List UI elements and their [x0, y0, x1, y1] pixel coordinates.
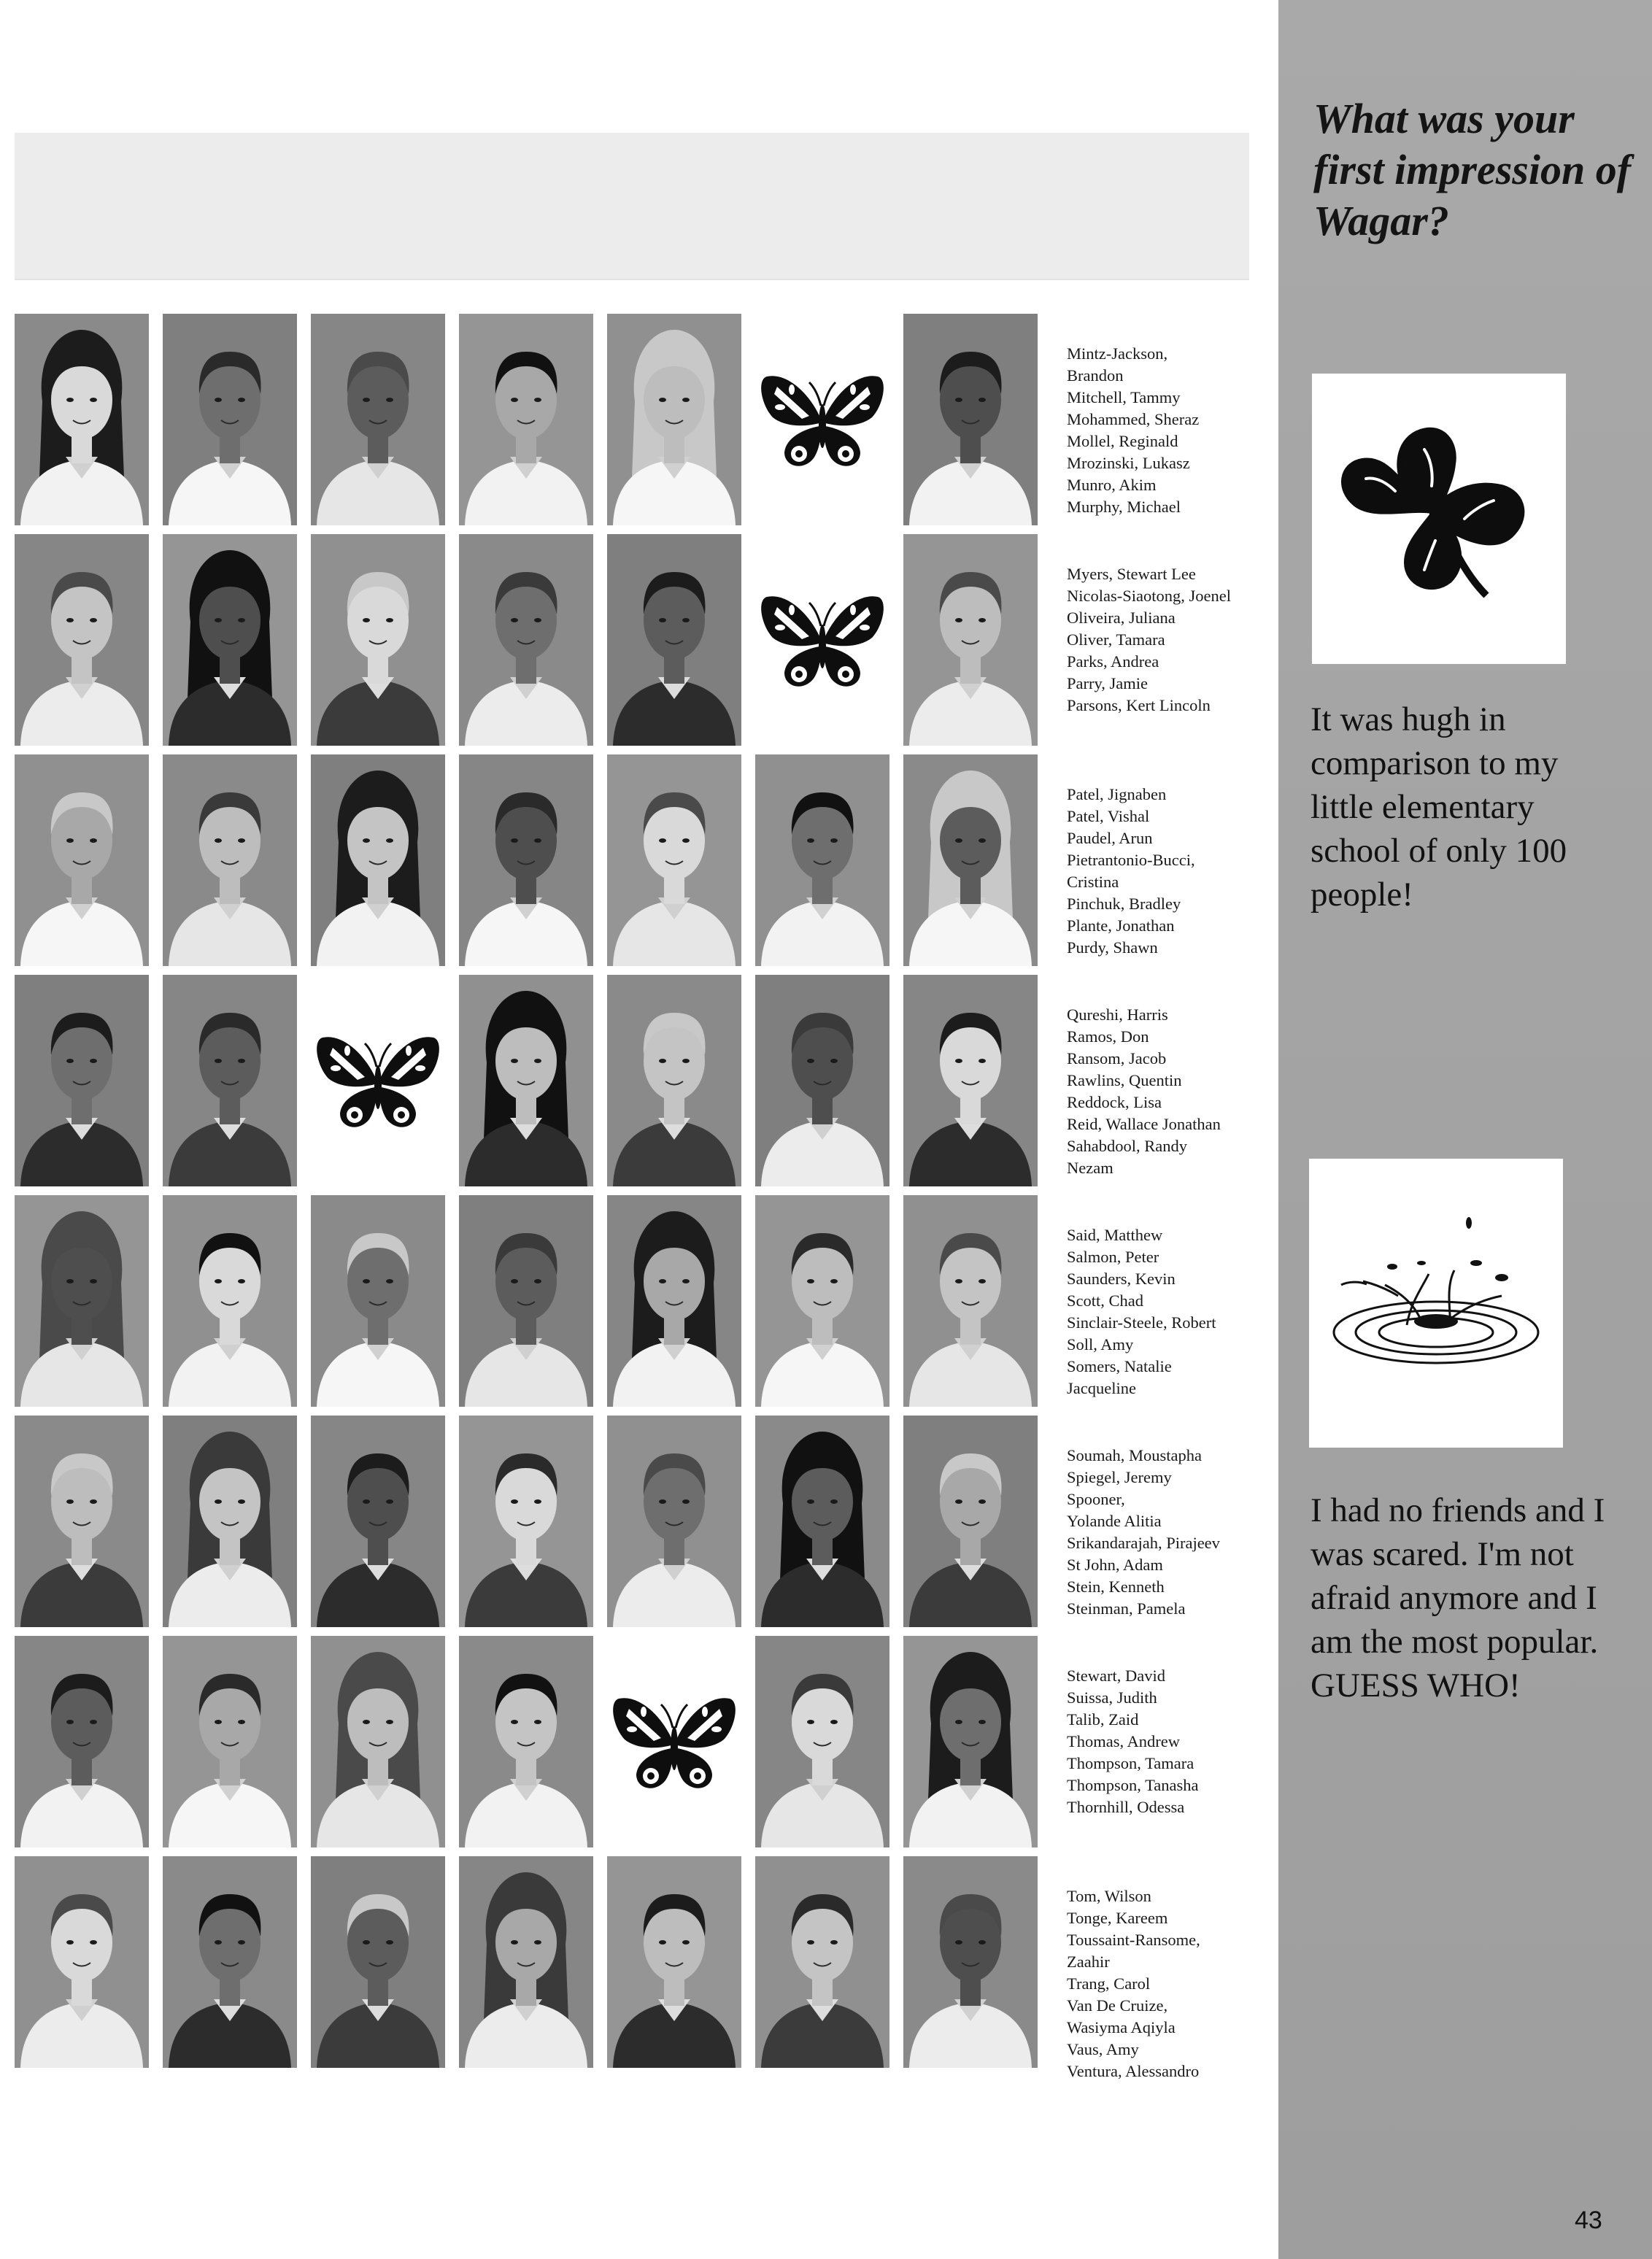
student-name: Reddock, Lisa	[1067, 1093, 1162, 1111]
student-name: Ventura, Alessandro	[1067, 2062, 1200, 2080]
student-portrait	[459, 1856, 593, 2068]
name-list	[1067, 1004, 1278, 1179]
student-portrait	[15, 754, 149, 966]
student-portrait	[903, 314, 1038, 525]
student-portrait	[903, 534, 1038, 746]
student-name: Saunders, Kevin	[1067, 1270, 1176, 1288]
student-portrait	[755, 1416, 889, 1627]
student-name: Tom, Wilson	[1067, 1887, 1151, 1905]
student-name: Purdy, Shawn	[1067, 938, 1158, 957]
student-portrait	[15, 1856, 149, 2068]
student-portrait	[903, 1856, 1038, 2068]
student-name: Wasiyma Aqiyla	[1067, 2018, 1176, 2036]
student-name: Parry, Jamie	[1067, 674, 1149, 692]
student-name: Patel, Jignaben	[1067, 785, 1167, 803]
student-name: Thomas, Andrew	[1067, 1732, 1180, 1750]
photo-grid	[15, 314, 1048, 2068]
student-portrait	[163, 1195, 297, 1407]
butterfly-icon	[314, 1026, 442, 1135]
student-name: Reid, Wallace Jonathan	[1067, 1115, 1221, 1133]
student-name: Thompson, Tamara	[1067, 1754, 1194, 1772]
name-list	[1067, 1224, 1278, 1399]
student-portrait	[311, 1636, 445, 1847]
student-portrait	[755, 1195, 889, 1407]
student-portrait	[903, 754, 1038, 966]
student-portrait	[15, 534, 149, 746]
student-name: Toussaint-Ransome,	[1067, 1931, 1200, 1949]
student-name: Oliveira, Juliana	[1067, 609, 1176, 627]
student-name: Parks, Andrea	[1067, 652, 1159, 671]
butterfly-icon	[610, 1687, 738, 1796]
student-name: Ramos, Don	[1067, 1027, 1149, 1046]
student-portrait	[607, 314, 741, 525]
student-portrait	[163, 1856, 297, 2068]
student-portrait	[903, 975, 1038, 1186]
name-list	[1067, 784, 1278, 959]
student-name: Thompson, Tanasha	[1067, 1776, 1199, 1794]
student-name: Spooner,	[1067, 1490, 1125, 1508]
student-name: Vaus, Amy	[1067, 2040, 1139, 2058]
student-name: Pietrantonio-Bucci,	[1067, 851, 1195, 869]
page-number: 43	[1575, 2206, 1602, 2234]
header-band	[15, 133, 1249, 280]
student-name: Paudel, Arun	[1067, 829, 1153, 847]
student-name: Stein, Kenneth	[1067, 1578, 1165, 1596]
student-name: Parsons, Kert Lincoln	[1067, 696, 1211, 714]
splash-clipart-box	[1309, 1159, 1563, 1448]
sidebar-panel	[1278, 0, 1652, 2259]
sidebar-quote-2: I had no friends and I was scared. I'm not afraid anymore and I am the most popular. GUESS WHO!	[1311, 1491, 1605, 1704]
student-portrait	[607, 975, 741, 1186]
student-name: Said, Matthew	[1067, 1226, 1163, 1244]
student-portrait	[459, 534, 593, 746]
student-name: Tonge, Kareem	[1067, 1909, 1168, 1927]
student-name: Nezam	[1067, 1159, 1113, 1177]
student-name: Plante, Jonathan	[1067, 916, 1175, 935]
student-name: Soll, Amy	[1067, 1335, 1134, 1354]
student-name: Munro, Akim	[1067, 476, 1157, 494]
student-portrait	[903, 1636, 1038, 1847]
student-portrait	[163, 975, 297, 1186]
student-name: Suissa, Judith	[1067, 1688, 1157, 1707]
student-name: Patel, Vishal	[1067, 807, 1150, 825]
student-name: Myers, Stewart Lee	[1067, 565, 1196, 583]
butterfly-icon	[758, 365, 887, 474]
name-list	[1067, 1885, 1278, 2082]
student-name: Rawlins, Quentin	[1067, 1071, 1182, 1089]
student-name: Spiegel, Jeremy	[1067, 1468, 1172, 1486]
student-name: Ransom, Jacob	[1067, 1049, 1167, 1067]
student-portrait	[163, 1636, 297, 1847]
student-name: Zaahir	[1067, 1953, 1110, 1971]
student-portrait	[459, 1195, 593, 1407]
student-portrait	[459, 975, 593, 1186]
student-portrait	[163, 1416, 297, 1627]
student-name: Mintz-Jackson,	[1067, 344, 1168, 363]
student-portrait	[163, 314, 297, 525]
student-name: Somers, Natalie	[1067, 1357, 1172, 1375]
student-portrait	[15, 975, 149, 1186]
student-portrait	[311, 314, 445, 525]
student-portrait	[311, 754, 445, 966]
student-portrait	[311, 1856, 445, 2068]
butterfly-cell	[607, 1636, 741, 1847]
student-portrait	[459, 1636, 593, 1847]
name-list	[1067, 1445, 1278, 1620]
student-name: Srikandarajah, Pirajeev	[1067, 1534, 1220, 1552]
student-name: Brandon	[1067, 366, 1124, 385]
student-name: Cristina	[1067, 873, 1119, 891]
student-name: Soumah, Moustapha	[1067, 1446, 1202, 1464]
student-name: Trang, Carol	[1067, 1974, 1151, 1993]
student-name: Yolande Alitia	[1067, 1512, 1162, 1530]
student-portrait	[755, 1636, 889, 1847]
name-list	[1067, 563, 1278, 717]
name-list	[1067, 343, 1278, 518]
student-portrait	[607, 1195, 741, 1407]
student-name: Murphy, Michael	[1067, 498, 1181, 516]
student-name: Mohammed, Sheraz	[1067, 410, 1200, 428]
student-name: Talib, Zaid	[1067, 1710, 1139, 1729]
student-name: Sinclair-Steele, Robert	[1067, 1313, 1216, 1332]
student-portrait	[755, 1856, 889, 2068]
butterfly-cell	[755, 314, 889, 525]
name-list	[1067, 1665, 1278, 1818]
student-name: Sahabdool, Randy	[1067, 1137, 1187, 1155]
student-portrait	[15, 1195, 149, 1407]
student-portrait	[311, 1195, 445, 1407]
student-portrait	[607, 754, 741, 966]
water-splash-icon	[1319, 1194, 1553, 1413]
student-name: Stewart, David	[1067, 1667, 1165, 1685]
student-portrait	[755, 754, 889, 966]
student-portrait	[15, 314, 149, 525]
student-name: Mrozinski, Lukasz	[1067, 454, 1190, 472]
student-name: Qureshi, Harris	[1067, 1005, 1168, 1024]
butterfly-icon	[758, 585, 887, 695]
student-name: Jacqueline	[1067, 1379, 1136, 1397]
sidebar-question: What was your first impression of Wagar?	[1313, 95, 1632, 244]
student-name: Steinman, Pamela	[1067, 1599, 1186, 1618]
student-portrait	[459, 1416, 593, 1627]
sidebar-quote-1: It was hugh in comparison to my little elementary school of only 100 people!	[1311, 700, 1567, 914]
student-name: Pinchuk, Bradley	[1067, 895, 1181, 913]
student-portrait	[15, 1636, 149, 1847]
student-name: Thornhill, Odessa	[1067, 1798, 1185, 1816]
shamrock-icon	[1322, 409, 1556, 628]
student-portrait	[459, 314, 593, 525]
student-portrait	[607, 1416, 741, 1627]
student-name: Nicolas-Siaotong, Joenel	[1067, 587, 1231, 605]
student-name: Oliver, Tamara	[1067, 630, 1165, 649]
student-portrait	[755, 975, 889, 1186]
butterfly-cell	[755, 534, 889, 746]
student-name: Mitchell, Tammy	[1067, 388, 1181, 406]
butterfly-cell	[311, 975, 445, 1186]
student-portrait	[163, 754, 297, 966]
student-name: Mollel, Reginald	[1067, 432, 1178, 450]
student-portrait	[459, 754, 593, 966]
student-name: Scott, Chad	[1067, 1291, 1143, 1310]
student-portrait	[903, 1195, 1038, 1407]
student-portrait	[15, 1416, 149, 1627]
shamrock-clipart-box	[1312, 374, 1566, 664]
student-portrait	[903, 1416, 1038, 1627]
student-portrait	[311, 1416, 445, 1627]
student-name: Salmon, Peter	[1067, 1248, 1159, 1266]
student-name: St John, Adam	[1067, 1556, 1163, 1574]
student-portrait	[607, 534, 741, 746]
student-portrait	[163, 534, 297, 746]
student-name: Van De Cruize,	[1067, 1996, 1168, 2015]
student-portrait	[311, 534, 445, 746]
student-portrait	[607, 1856, 741, 2068]
